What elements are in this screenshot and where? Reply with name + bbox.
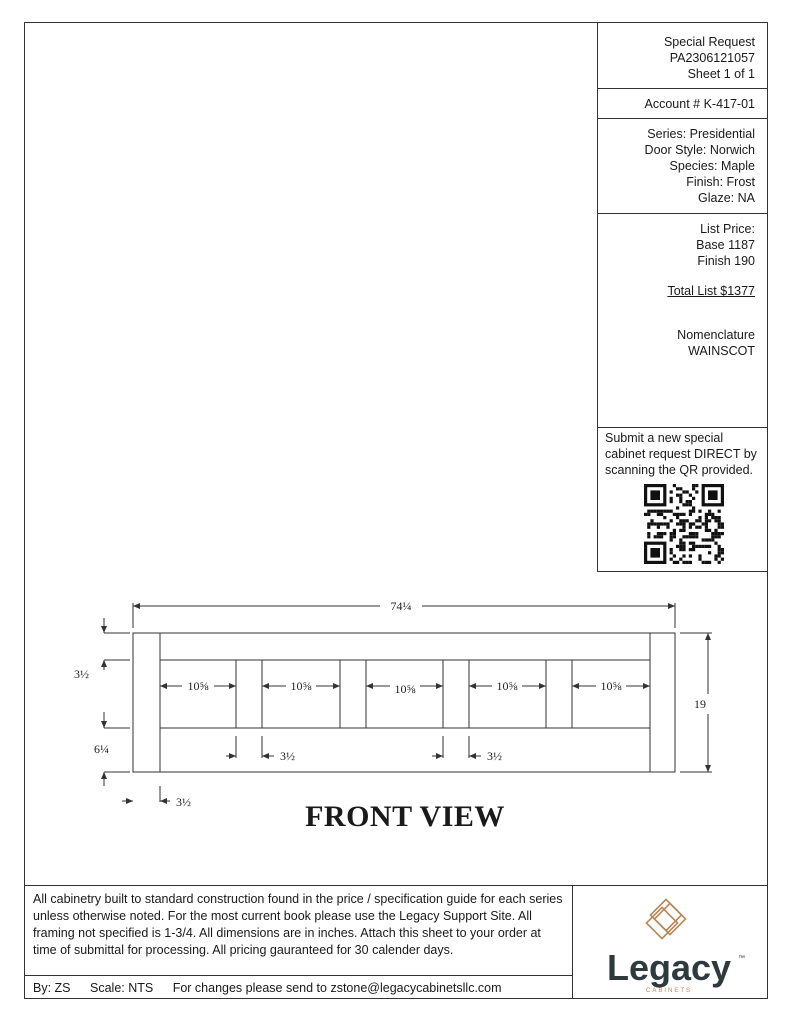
front-view-drawing — [60, 590, 720, 810]
base-price: Base 1187 — [696, 238, 755, 252]
nomenclature-value: WAINSCOT — [688, 344, 755, 358]
finish-price: Finish 190 — [697, 254, 755, 268]
footer-notes — [24, 885, 573, 976]
top-rail-label: 3½ — [74, 667, 89, 681]
list-price-heading: List Price: — [700, 222, 755, 236]
panel-width-label-2: 10⅝ — [290, 679, 312, 693]
account-box — [597, 88, 768, 119]
panel-width-label-4: 10⅝ — [496, 679, 518, 693]
spec-glaze: Glaze: NA — [698, 191, 755, 205]
request-number: PA2306121057 — [669, 51, 755, 65]
sheet-count: Sheet 1 of 1 — [687, 67, 755, 81]
qr-instructions: Submit a new special cabinet request DIRECT by scanning the QR provided. — [605, 431, 757, 477]
specs-box — [597, 118, 768, 214]
logo-trademark: ™ — [738, 955, 745, 962]
qr-box — [597, 427, 768, 572]
account-number: Account # K-417-01 — [644, 97, 755, 111]
mullion-right-label: 3½ — [487, 749, 502, 763]
spec-finish: Finish: Frost — [686, 175, 755, 189]
drawing-title: FRONT VIEW — [305, 800, 505, 833]
spec-species: Species: Maple — [669, 159, 755, 173]
footer-info-bar — [24, 975, 573, 999]
diamond-icon — [646, 899, 685, 938]
logo-box — [572, 885, 768, 999]
request-info-box — [597, 22, 768, 89]
legacy-logo — [573, 886, 767, 998]
qr-code-image[interactable] — [644, 484, 724, 564]
request-title: Special Request — [663, 35, 755, 49]
overall-height-label: 19 — [694, 697, 706, 711]
pricing-box — [597, 213, 768, 428]
logo-subtitle: CABINETS — [645, 988, 693, 994]
bottom-rail-label: 6¼ — [94, 742, 109, 756]
panel-width-label-1: 10⅝ — [187, 679, 209, 693]
panel-width-label-3: 10⅝ — [394, 682, 416, 696]
mullion-left-label: 3½ — [280, 749, 295, 763]
spec-series: Series: Presidential — [647, 127, 755, 141]
drawn-by: By: ZS — [33, 981, 71, 995]
contact-email[interactable]: For changes please send to zstone@legacycabinetsllc.com — [172, 981, 502, 995]
logo-wordmark: Legacy — [606, 947, 732, 988]
nomenclature-label: Nomenclature — [677, 328, 755, 342]
overall-width-label: 74¼ — [390, 599, 412, 613]
panel-width-label-5: 10⅝ — [600, 679, 622, 693]
scale-label: Scale: NTS — [90, 981, 154, 995]
spec-door-style: Door Style: Norwich — [644, 143, 755, 157]
total-list-price: Total List $1377 — [667, 284, 755, 298]
stile-label: 3½ — [176, 795, 191, 809]
construction-notes: All cabinetry built to standard construction found in the price / specification guide for each series unless otherwise noted. For the most current book please use the Legacy Support Site. All framing not specified is 1-3/4. All dimensions are in inches. Attach this sheet to your order at time of submittal for processing. All pricing gauranteed for 30 calender days. — [33, 892, 563, 957]
wainscot-outer-frame — [133, 633, 675, 772]
